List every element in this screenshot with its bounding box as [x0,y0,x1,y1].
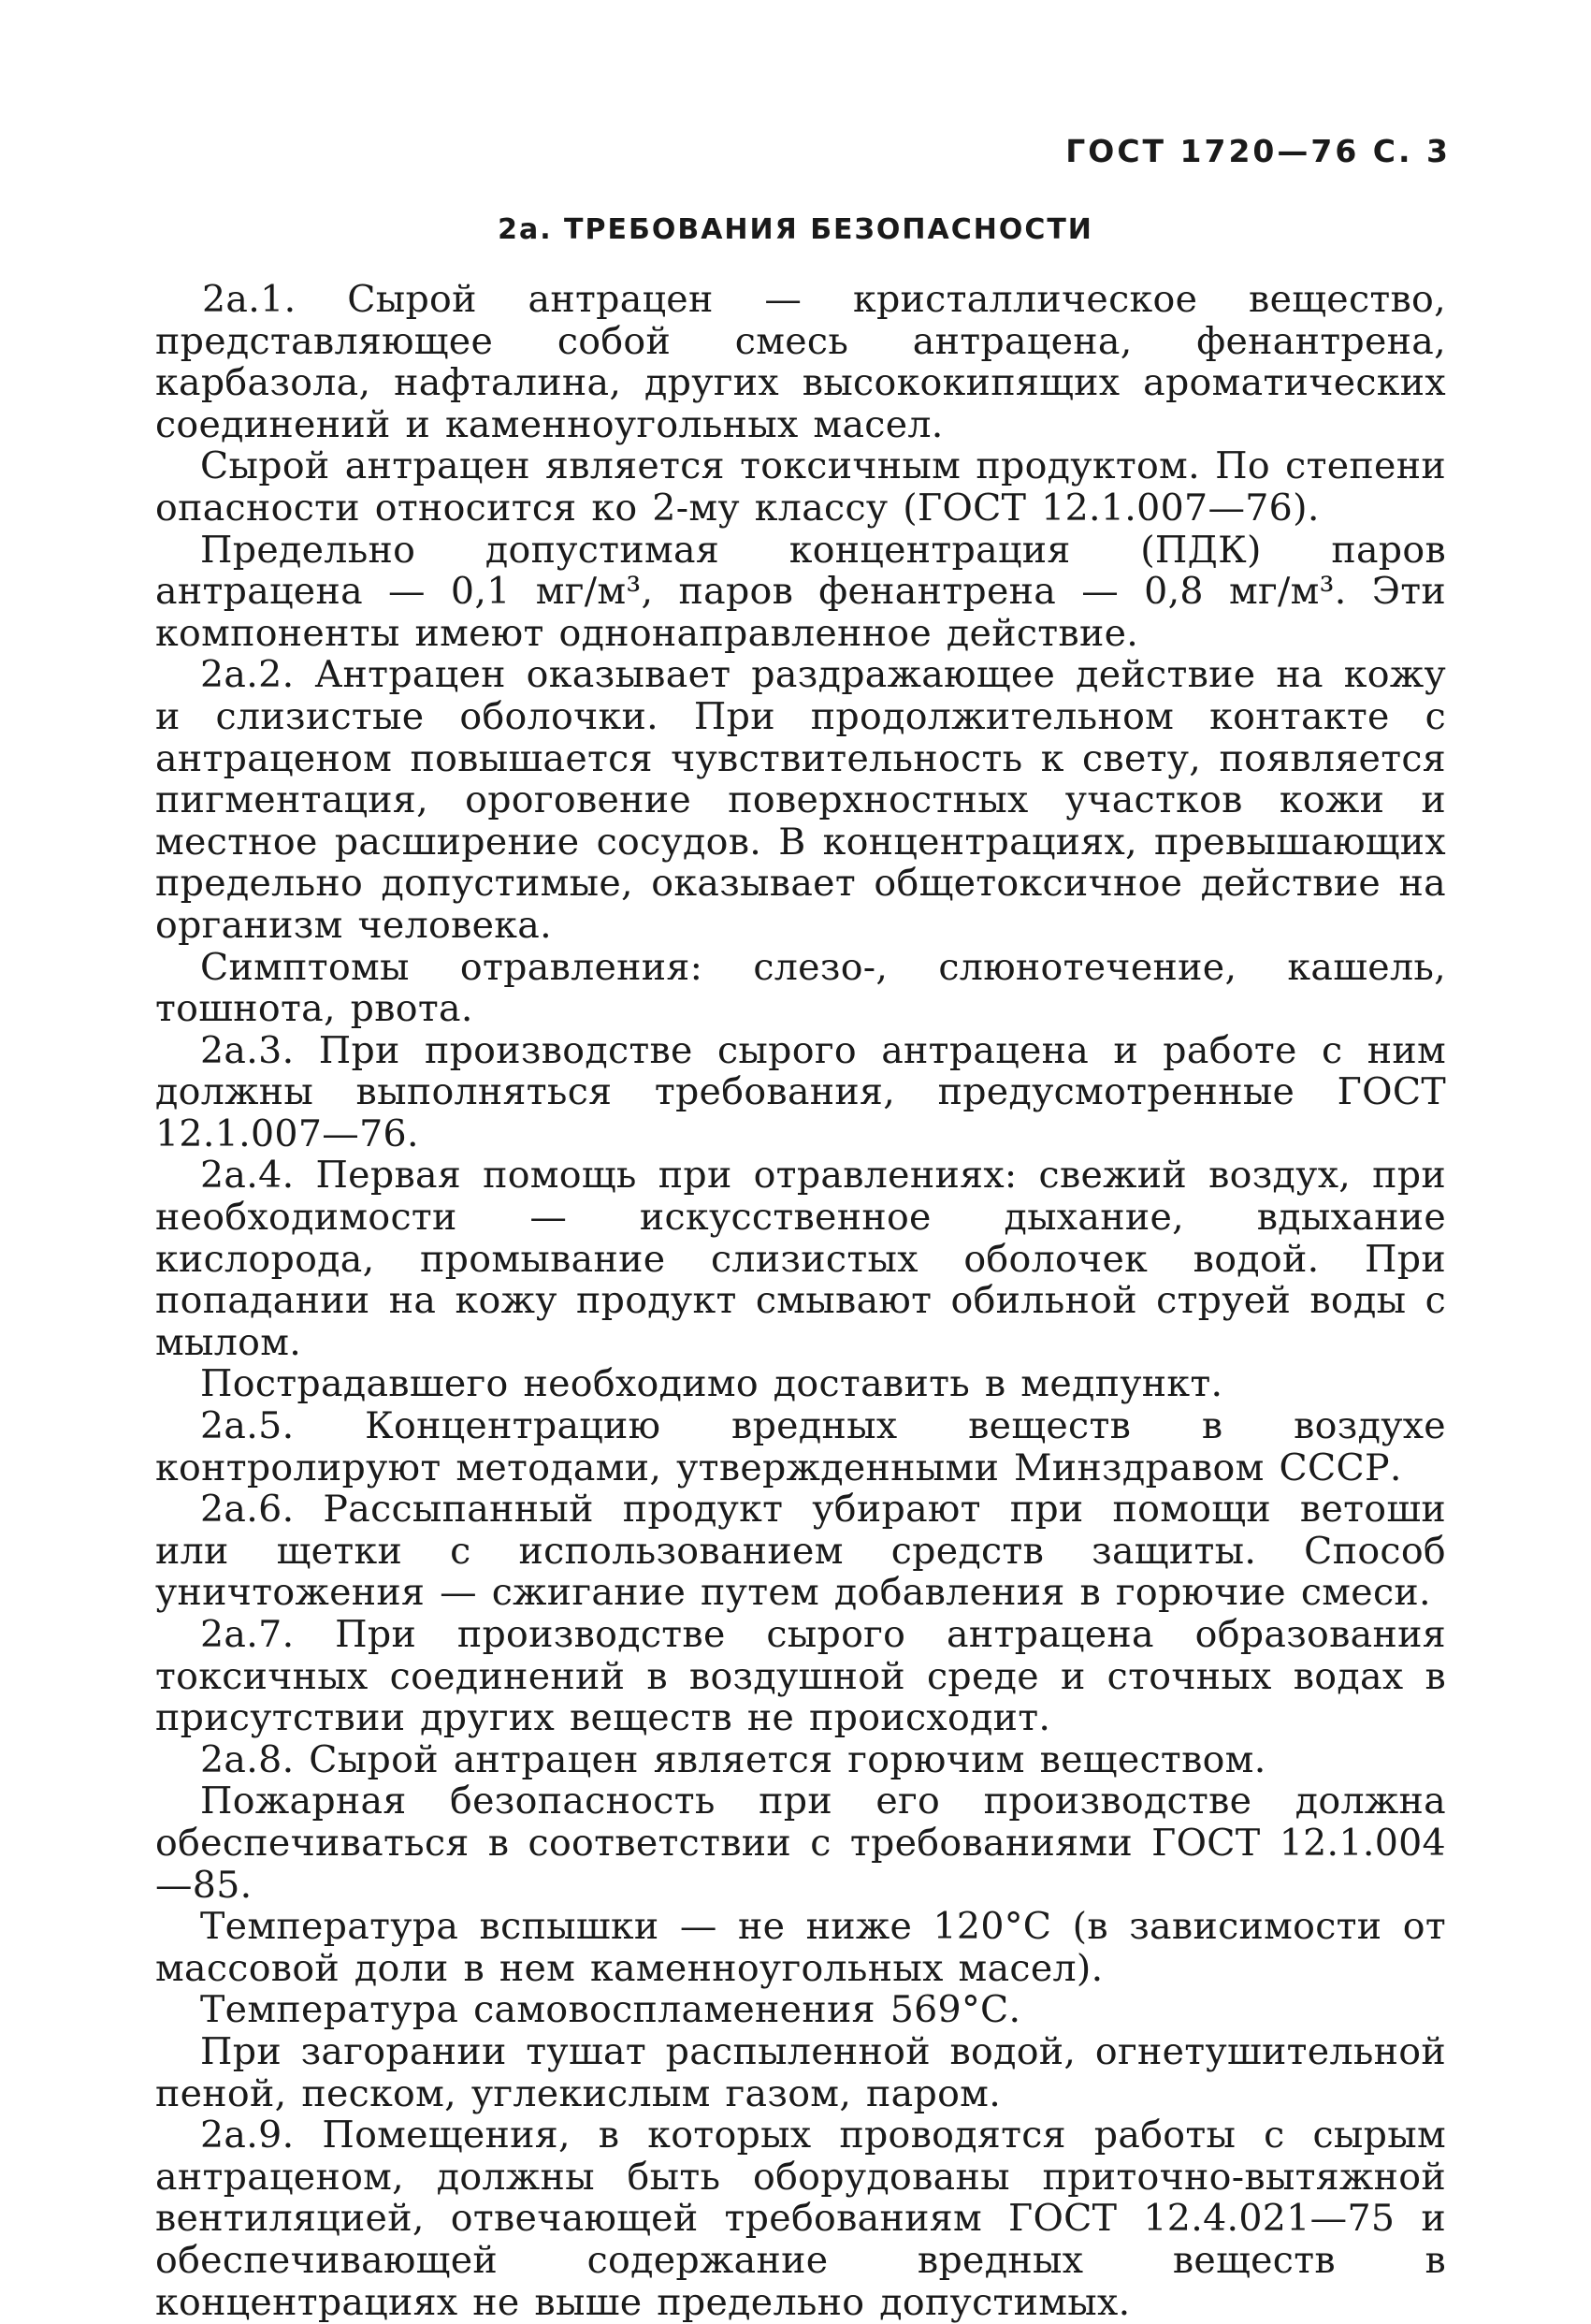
paragraph-2a3: 2а.3. При производстве сырого антрацена и работе с ним должны выполняться требования, предусмотренные ГОСТ 12.1.007—76. [155,1028,1446,1155]
paragraph-2a9: 2а.9. Помещения, в которых проводятся работы с сырым антраценом, должны быть оборудованы приточно-вытяжной вентиляцией, отвечающей требованиям ГОСТ 12.4.021—75 и обеспечивающей содержание вредных веществ в концентрациях не выше предельно допустимых. [155,2113,1446,2324]
paragraph-2a1: 2а.1. Сырой антрацен — кристаллическое вещество, представляющее собой смесь антрацена, фенантрена, карбазола, нафталина, других высококипящих ароматических соединений и каменноугольных масел. [155,278,1446,446]
paragraph-2a5: 2а.5. Концентрацию вредных веществ в воздухе контролируют методами, утвержденными Минздравом СССР. [155,1404,1446,1489]
paragraph-mac: Предельно допустимая концентрация (ПДК) паров антрацена — 0,1 мг/м³, паров фенантрена — 0,8 мг/м³. Эти компоненты имеют однонаправленное действие. [155,528,1446,655]
paragraph-2a4: 2а.4. Первая помощь при отравлениях: свежий воздух, при необходимости — искусственное дыхание, вдыхание кислорода, промывание слизистых оболочек водой. При попадании на кожу продукт смывают обильной струей воды с мылом. [155,1154,1446,1364]
paragraph-fire-safety: Пожарная безопасность при его производстве должна обеспечиваться в соответствии с требованиями ГОСТ 12.1.004—85. [155,1779,1446,1907]
paragraph-2a7: 2а.7. При производстве сырого антрацена образования токсичных соединений в воздушной среде и сточных водах в присутствии других веществ не происходит. [155,1613,1446,1740]
paragraph-toxicity: Сырой антрацен является токсичным продуктом. По степени опасности относится ко 2-му классу (ГОСТ 12.1.007—76). [155,444,1446,530]
paragraph-autoignition: Температура самовоспламенения 569°С. [200,1988,1021,2032]
paragraph-flash-point: Температура вспышки — не ниже 120°С (в зависимости от массовой доли в нем каменноугольных масел). [155,1905,1446,1990]
paragraph-2a8: 2а.8. Сырой антрацен является горючим веществом. [200,1737,1266,1781]
paragraph-extinguishing: При загорании тушат распыленной водой, огнетушительной пеной, песком, углекислым газом, паром. [155,2029,1446,2115]
paragraph-2a6: 2а.6. Рассыпанный продукт убирают при помощи ветоши или щетки с использованием средств защиты. Способ уничтожения — сжигание путем добавления в горючие смеси. [155,1488,1446,1615]
section-body [155,279,1446,2323]
paragraph-2a2: 2а.2. Антрацен оказывает раздражающее действие на кожу и слизистые оболочки. При продолжительном контакте с антраценом повышается чувствительность к свету, появляется пигментация, ороговение поверхностных участков кожи и местное расширение сосудов. В концентрациях, превышающих предельно допустимые, оказывает общетоксичное действие на организм человека. [155,653,1446,947]
paragraph-medpoint: Пострадавшего необходимо доставить в медпункт. [200,1362,1223,1406]
running-header: ГОСТ 1720—76 С. 3 [1065,133,1451,169]
section-title: 2а. ТРЕБОВАНИЯ БЕЗОПАСНОСТИ [498,213,1093,246]
paragraph-symptoms: Симптомы отравления: слезо-, слюнотечение, кашель, тошнота, рвота. [155,945,1446,1031]
